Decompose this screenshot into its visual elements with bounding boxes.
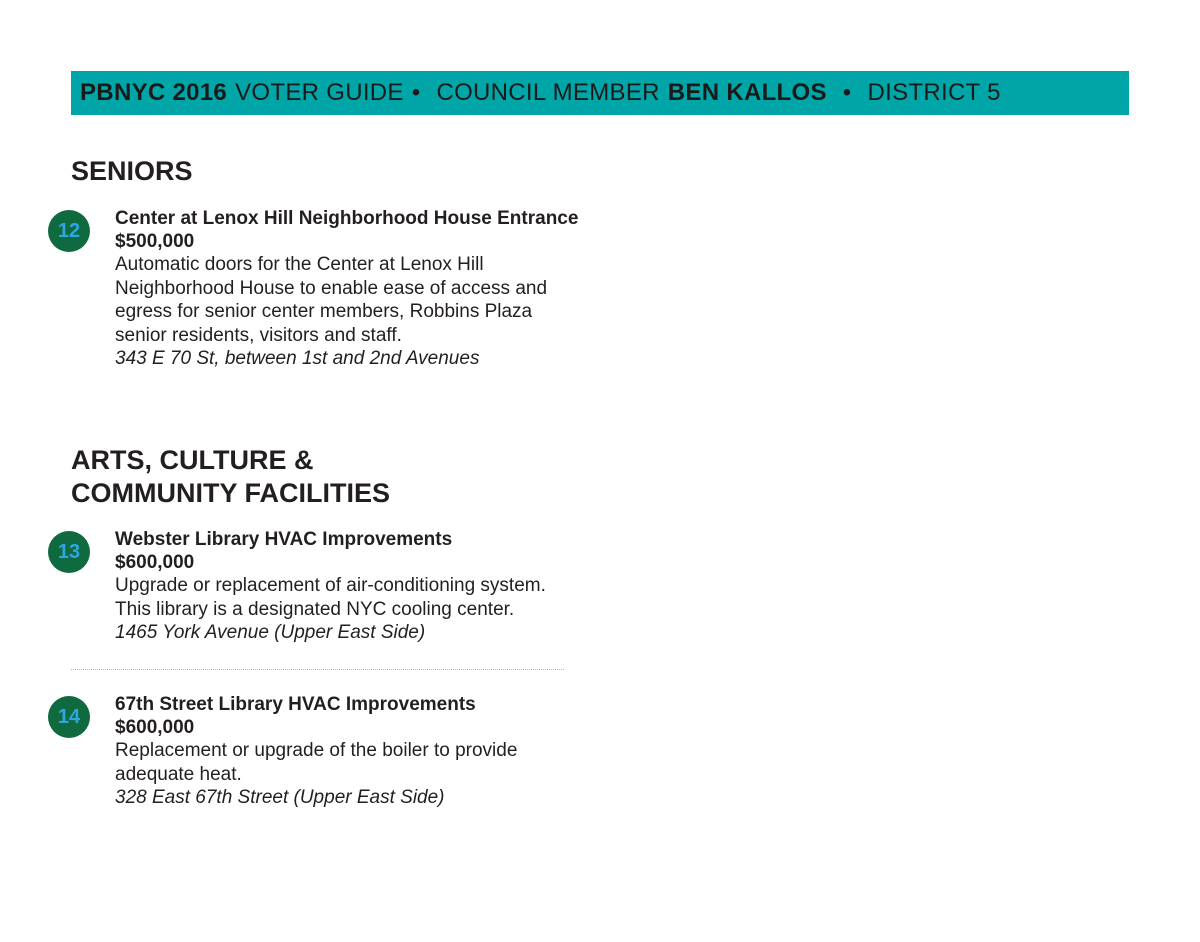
header-district: DISTRICT 5 bbox=[867, 79, 1001, 106]
project-number-badge: 12 bbox=[48, 210, 90, 252]
project-cost: $500,000 bbox=[115, 231, 195, 252]
project-description: Upgrade or replacement of air-conditioning system. This library is a designated NYC cooling center. bbox=[115, 575, 546, 620]
header-banner bbox=[71, 71, 1129, 115]
section-title-arts bbox=[71, 444, 390, 510]
project-cost: $600,000 bbox=[115, 717, 195, 738]
project-cost: $600,000 bbox=[115, 552, 195, 573]
item-divider bbox=[71, 669, 564, 670]
project-number-badge: 13 bbox=[48, 531, 90, 573]
project-description: Automatic doors for the Center at Lenox Hill Neighborhood House to enable ease of access and egress for senior center members, Robbins Plaza senior residents, visitors and staff. bbox=[115, 254, 548, 346]
header-voter-guide: VOTER GUIDE bbox=[235, 79, 404, 106]
header-bullet: • bbox=[411, 79, 421, 106]
project-description: Replacement or upgrade of the boiler to provide adequate heat. bbox=[115, 740, 518, 785]
header-bullet: • bbox=[842, 79, 852, 106]
section-title-line: ARTS, CULTURE & bbox=[71, 445, 314, 475]
project-address: 1465 York Avenue (Upper East Side) bbox=[115, 622, 426, 643]
project-address: 343 E 70 St, between 1st and 2nd Avenues bbox=[115, 348, 480, 369]
section-title-line: COMMUNITY FACILITIES bbox=[71, 478, 391, 508]
project-name: Webster Library HVAC Improvements bbox=[115, 529, 453, 550]
header-pbnyc: PBNYC 2016 bbox=[80, 79, 228, 106]
project-number-badge: 14 bbox=[48, 696, 90, 738]
project-name: 67th Street Library HVAC Improvements bbox=[115, 694, 476, 715]
header-council-member: COUNCIL MEMBER bbox=[436, 79, 660, 106]
project-address: 328 East 67th Street (Upper East Side) bbox=[115, 787, 445, 808]
section-title-seniors: SENIORS bbox=[71, 156, 193, 186]
header-member-name: BEN KALLOS bbox=[667, 79, 827, 106]
project-name: Center at Lenox Hill Neighborhood House Entrance bbox=[115, 208, 579, 229]
